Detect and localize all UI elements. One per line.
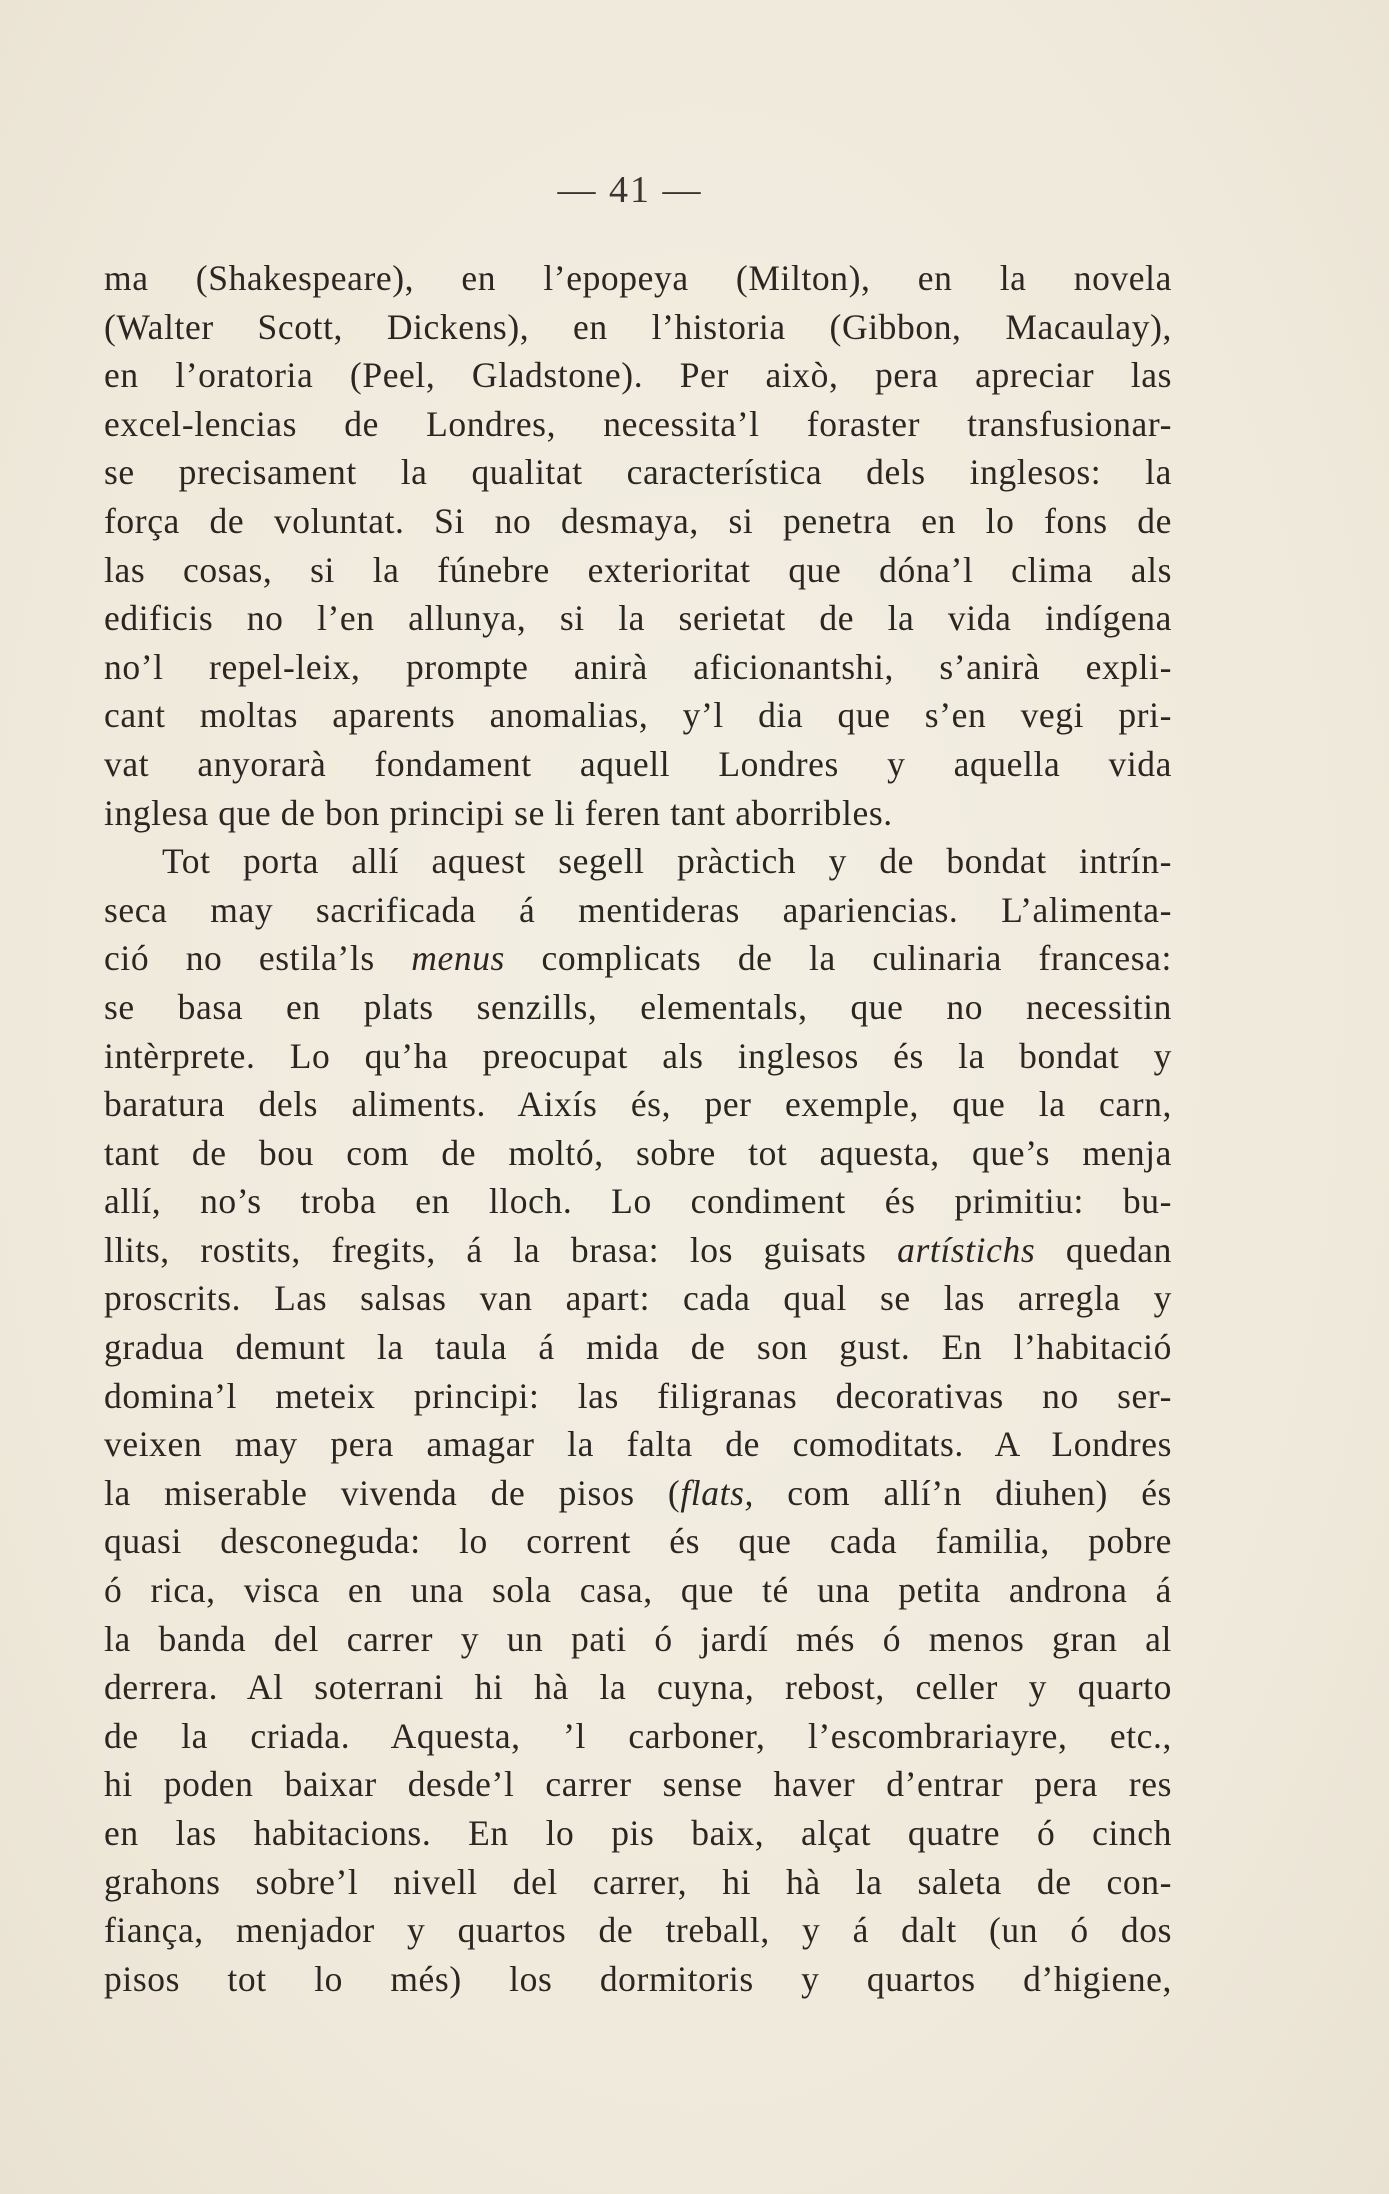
text-line (104, 351, 1172, 400)
text-line (104, 1906, 1172, 1955)
text-line (104, 983, 1172, 1032)
text-line (104, 546, 1172, 595)
text-segment: quasi desconeguda: lo corrent és que cada familia, pobre (104, 1521, 1172, 1562)
text-segment: intèrprete. Lo qu’ha preocupat als inglesos és la bondat y (104, 1035, 1172, 1076)
text-line (104, 1517, 1172, 1566)
text-segment: en las habitacions. En lo pis baix, alçat quatre ó cinch (104, 1813, 1172, 1853)
text-segment: en l’oratoria (Peel, Gladstone). Per això, pera apreciar las (104, 355, 1172, 396)
text-line (104, 1712, 1172, 1761)
text-segment: força de voluntat. Si no desmaya, si penetra en lo fons de (104, 500, 1172, 541)
text-line (104, 303, 1172, 352)
text-line (104, 1955, 1172, 2004)
text-line (104, 254, 1172, 303)
text-segment: fiança, menjador y quartos de treball, y á dalt (un ó dos (104, 1910, 1172, 1951)
text-line (104, 1226, 1172, 1275)
text-segment: las cosas, si la fúnebre exterioritat que dóna’l clima als (104, 549, 1172, 590)
text-line (104, 643, 1172, 692)
text-segment: baratura dels aliments. Aixís és, per exemple, que la carn, (104, 1084, 1172, 1125)
text-line (104, 1858, 1172, 1907)
text-segment: se basa en plats senzills, elementals, que no necessitin (104, 986, 1172, 1027)
text-segment: la miserable vivenda de pisos ( (104, 1472, 681, 1513)
text-line (104, 934, 1172, 983)
text-line (104, 1663, 1172, 1712)
text-line (104, 1032, 1172, 1081)
text-line (104, 1420, 1172, 1469)
text-segment: no’l repel-leix, prompte anirà aficionantshi, s’anirà expli- (104, 646, 1172, 687)
text-segment: complicats de la culinaria francesa: (504, 938, 1172, 979)
text-segment: vat anyorarà fondament aquell Londres y aquella vida (104, 743, 1172, 784)
page-number: — 41 — (557, 169, 703, 211)
text-line (104, 1615, 1172, 1664)
text-line (104, 448, 1172, 497)
text-segment: quedan (1035, 1229, 1172, 1270)
text-segment: allí, no’s troba en lloch. Lo condiment és primitiu: bu- (104, 1181, 1172, 1222)
italic-text: menus (411, 938, 505, 979)
text-segment: tant de bou com de moltó, sobre tot aquesta, que’s menja (104, 1132, 1172, 1173)
text-line (104, 789, 1172, 838)
text-line (104, 837, 1172, 886)
text-segment: Tot porta allí aquest segell pràctich y de bondat intrín- (162, 841, 1172, 882)
text-segment: derrera. Al soterrani hi hà la cuyna, rebost, celler y quarto (104, 1667, 1172, 1708)
italic-text: flats, (680, 1472, 754, 1513)
text-segment: (Walter Scott, Dickens), en l’historia (Gibbon, Macaulay), (104, 306, 1172, 347)
text-line (104, 497, 1172, 546)
text-line (104, 594, 1172, 643)
text-segment: inglesa que de bon principi se li feren tant aborribles. (104, 792, 893, 833)
text-line (104, 1274, 1172, 1323)
text-line (104, 1177, 1172, 1226)
text-line (104, 1323, 1172, 1372)
text-segment: seca may sacrificada á mentideras apariencias. L’alimenta- (104, 889, 1172, 930)
text-line (104, 886, 1172, 935)
text-segment: cant moltas aparents anomalias, y’l dia que s’en vegi pri- (104, 695, 1172, 736)
text-line (104, 1566, 1172, 1615)
text-segment: grahons sobre’l nivell del carrer, hi hà la saleta de con- (104, 1861, 1172, 1902)
text-line (104, 400, 1172, 449)
text-segment: excel-lencias de Londres, necessita’l foraster transfusionar- (104, 403, 1172, 444)
text-segment: se precisament la qualitat característica dels inglesos: la (104, 452, 1172, 493)
text-line (104, 1372, 1172, 1421)
text-line (104, 1760, 1172, 1809)
body-text (104, 254, 1172, 2003)
text-segment: proscrits. Las salsas van apart: cada qual se las arregla y (104, 1278, 1172, 1319)
text-segment: com allí’n diuhen) és (753, 1472, 1172, 1513)
text-segment: domina’l meteix principi: las filigranas decorativas no ser- (104, 1375, 1172, 1416)
text-segment: veixen may pera amagar la falta de comoditats. A Londres (104, 1424, 1172, 1465)
text-segment: edificis no l’en allunya, si la serietat de la vida indígena (104, 598, 1172, 639)
text-segment: la banda del carrer y un pati ó jardí més ó menos gran al (104, 1618, 1172, 1659)
text-line (104, 1469, 1172, 1518)
text-segment: de la criada. Aquesta, ’l carboner, l’escombrariayre, etc., (104, 1715, 1172, 1756)
text-segment: llits, rostits, fregits, á la brasa: los guisats (104, 1229, 898, 1270)
text-line (104, 1080, 1172, 1129)
text-segment: ció no estila’ls (104, 938, 412, 979)
text-segment: pisos tot lo més) los dormitoris y quartos d’higiene, (104, 1958, 1172, 1999)
text-line (104, 1129, 1172, 1178)
italic-text: artístichs (897, 1229, 1036, 1270)
text-line (104, 691, 1172, 740)
text-segment: hi poden baixar desde’l carrer sense haver d’entrar pera res (104, 1764, 1172, 1805)
text-line (104, 1809, 1172, 1858)
text-line (104, 740, 1172, 789)
text-segment: ma (Shakespeare), en l’epopeya (Milton), en la novela (104, 258, 1172, 298)
text-segment: ó rica, visca en una sola casa, que té una petita androna á (104, 1570, 1172, 1611)
text-segment: gradua demunt la taula á mida de son gust. En l’habitació (104, 1327, 1172, 1368)
